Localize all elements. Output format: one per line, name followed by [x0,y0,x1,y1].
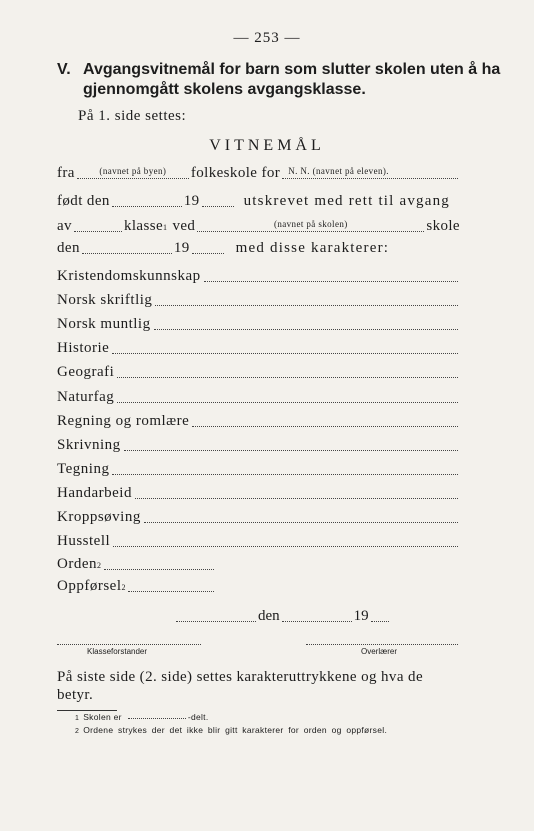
signature-date-row [174,608,391,625]
subject-label: Skrivning [57,436,121,453]
heading-line-1: Avgangsvitnemål for barn som slutter skolen uten å ha [83,61,501,78]
subject-label: Kristendomskunnskap [57,268,201,284]
fra-label: fra [57,165,75,181]
ved-label: ved [172,218,196,234]
subject-label: Norsk muntlig [57,316,151,333]
nn-placeholder: N. N. [288,166,310,176]
footnote-1-marker: 1 [163,223,168,232]
subject-row [57,413,460,430]
oppforsel-row [57,578,216,595]
class-teacher-signature-line[interactable] [57,643,201,645]
subject-label: Tegning [57,460,110,477]
footnote-2 [75,725,387,735]
signature-den-label: den [258,608,280,624]
subject-grade-field[interactable] [124,449,458,451]
klasse-label: klasse [123,218,164,234]
section-roman-numeral: V. [57,61,71,78]
birth-year-field[interactable] [202,205,234,207]
subject-grade-field[interactable] [155,304,458,306]
subject-grade-field[interactable] [144,521,458,523]
oppforsel-grade-field[interactable] [128,590,214,592]
form-row-class [57,218,460,235]
city-hint: (navnet på byen) [99,166,167,176]
subject-label: Norsk skriftlig [57,292,153,309]
oppforsel-label: Oppførsel [57,578,122,594]
signature-place-field[interactable] [176,620,256,622]
intro-text: På 1. side settes: [78,108,187,124]
issue-date-field[interactable] [82,252,172,254]
footnote-1-field[interactable] [128,717,186,719]
folkeskole-for-label: folkeskole for [190,165,281,181]
issue-year-field[interactable] [192,252,224,254]
subject-label: Geografi [57,364,115,381]
footnote-2-number: 2 [75,728,80,735]
orden-label: Orden [57,556,97,572]
subject-label: Handarbeid [57,484,132,501]
signature-date-field[interactable] [282,620,352,622]
subject-label: Regning og romlære [57,412,190,429]
subject-label: Naturfag [57,388,115,405]
subject-grade-field[interactable] [117,401,458,403]
headmaster-signature-line[interactable] [306,643,458,645]
signature-year-prefix: 19 [353,608,369,624]
oppforsel-footnote-marker: 2 [121,583,126,592]
closing-paragraph: På siste side (2. side) settes karakteruttrykkene og hva de betyr. [57,669,423,703]
form-row-birth [57,193,460,210]
pupil-name-hint [282,166,458,176]
utskrevet-text: utskrevet med rett til avgang [243,193,451,209]
subject-row [57,316,460,333]
form-row-school [57,165,460,182]
skole-label: skole [426,218,460,234]
subject-grade-field[interactable] [154,328,458,330]
subject-grade-field[interactable] [192,425,458,427]
subject-row [57,461,460,478]
subject-grade-field[interactable] [112,473,458,475]
heading-line-2: gjennomgått skolens avgangsklasse. [83,81,366,98]
subject-row [57,292,460,309]
subject-row [57,485,460,502]
subject-row [57,533,460,550]
pupil-name-field[interactable] [282,166,458,179]
subject-row [57,389,460,406]
headmaster-label: Overlærer [361,647,398,656]
subject-row [57,509,460,526]
med-disse-text: med disse karakterer: [235,240,390,256]
school-name-hint: (navnet på skolen) [273,219,348,229]
subject-label: Kroppsøving [57,509,141,525]
orden-row [57,556,216,573]
fodt-den-label: født den [57,193,110,209]
city-field[interactable] [77,166,189,179]
subject-grade-field[interactable] [117,376,458,378]
pupil-name-hint-text: (navnet på eleven). [312,166,389,176]
footnote-2-text: Ordene strykes der det ikke blir gitt karakterer for orden og oppførsel. [83,725,388,735]
class-teacher-label: Klasseforstander [87,647,148,656]
subject-row [57,437,460,454]
orden-footnote-marker: 2 [97,561,102,570]
footnote-1-number: 1 [75,715,80,722]
subject-grade-field[interactable] [113,545,458,547]
signature-year-field[interactable] [371,620,389,622]
class-field[interactable] [74,230,122,232]
subject-grade-field[interactable] [135,497,458,499]
footnote-1-text-b: -delt. [187,712,209,722]
den-label: den [57,240,80,256]
subject-grade-field[interactable] [112,352,458,354]
footnote-1 [75,712,209,722]
birth-year-prefix: 19 [183,193,200,209]
footnote-rule [57,710,117,711]
certificate-title: VITNEMÅL [209,137,325,154]
form-row-date [57,240,460,257]
subject-label: Husstell [57,533,111,550]
school-name-field[interactable] [197,219,424,232]
av-label: av [57,218,72,234]
issue-year-prefix: 19 [173,240,190,256]
orden-grade-field[interactable] [104,568,214,570]
page-number: — 253 — [233,30,301,46]
section-heading [57,60,500,100]
subject-row [57,340,460,357]
subject-label: Historie [57,340,110,357]
subject-row [57,268,460,285]
subject-grade-field[interactable] [204,280,458,282]
birth-date-field[interactable] [112,205,182,207]
subject-row [57,364,460,381]
footnote-1-text-a: Skolen er [83,712,122,722]
